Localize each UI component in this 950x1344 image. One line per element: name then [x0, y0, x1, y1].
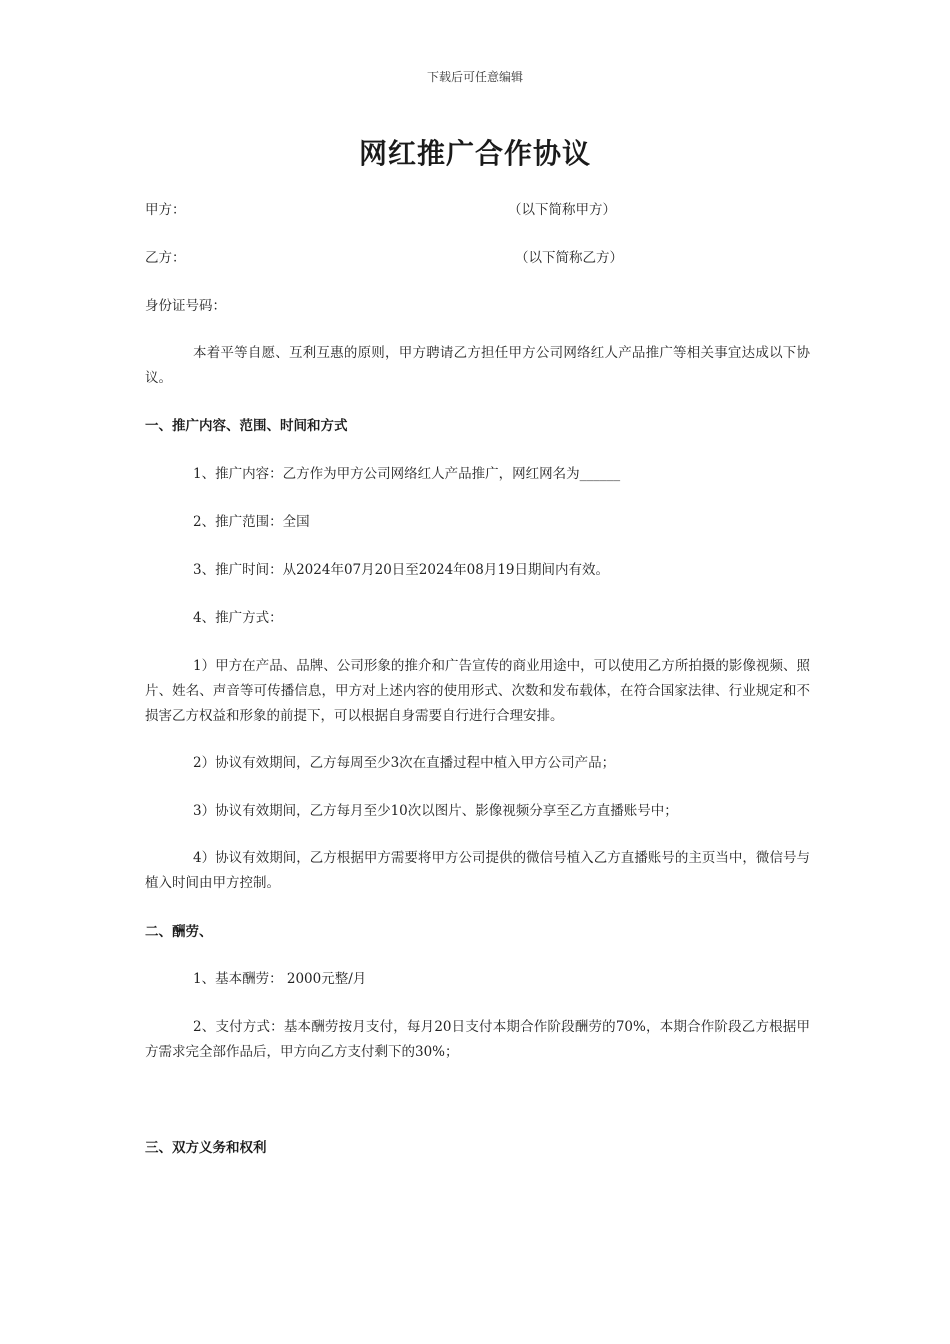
intro-paragraph: 本着平等自愿、互利互惠的原则，甲方聘请乙方担任甲方公司网络红人产品推广等相关事宜达成以下协议。 — [145, 345, 810, 386]
party-b-label: 乙方： — [145, 250, 186, 266]
section-1-item-4: 4、推广方式： — [193, 610, 283, 626]
section-1-heading: 一、推广内容、范围、时间和方式 — [145, 418, 348, 434]
party-b-note: （以下简称乙方） — [515, 250, 623, 266]
party-a-label: 甲方： — [145, 202, 186, 218]
section-1-sub-2: 2）协议有效期间，乙方每周至少3次在直播过程中植入甲方公司产品； — [193, 755, 616, 771]
section-1-item-3: 3、推广时间：从2024年07月20日至2024年08月19日期间内有效。 — [193, 562, 610, 578]
section-1-sub-1: 1）甲方在产品、品牌、公司形象的推介和广告宣传的商业用途中，可以使用乙方所拍摄的影像视频、照片、姓名、声音等可传播信息，甲方对上述内容的使用形式、次数和发布载体，在符合国家法律、行业规定和不损害乙方权益和形象的前提下，可以根据自身需要自行进行合理安排。 — [145, 658, 810, 724]
section-1-item-1: 1、推广内容：乙方作为甲方公司网络红人产品推广，网红网名为______ — [193, 466, 621, 482]
party-a-note: （以下简称甲方） — [508, 202, 616, 218]
header-note: 下载后可任意编辑 — [426, 70, 523, 84]
section-1-sub-3: 3）协议有效期间，乙方每月至少10次以图片、影像视频分享至乙方直播账号中； — [193, 803, 678, 819]
section-2-heading: 二、酬劳、 — [145, 924, 213, 940]
section-1-item-2: 2、推广范围：全国 — [193, 514, 310, 530]
section-3-heading: 三、双方义务和权利 — [145, 1140, 267, 1156]
section-1-sub-4: 4）协议有效期间，乙方根据甲方需要将甲方公司提供的微信号植入乙方直播账号的主页当中，微信号与植入时间由甲方控制。 — [145, 850, 810, 891]
section-2-item-1: 1、基本酬劳： 2000元整/月 — [193, 971, 367, 987]
section-2-item-2: 2、支付方式：基本酬劳按月支付，每月20日支付本期合作阶段酬劳的70%，本期合作阶段乙方根据甲方需求完全部作品后，甲方向乙方支付剩下的30%； — [145, 1019, 810, 1060]
document-title: 网红推广合作协议 — [358, 137, 591, 170]
id-number-label: 身份证号码： — [145, 298, 226, 314]
